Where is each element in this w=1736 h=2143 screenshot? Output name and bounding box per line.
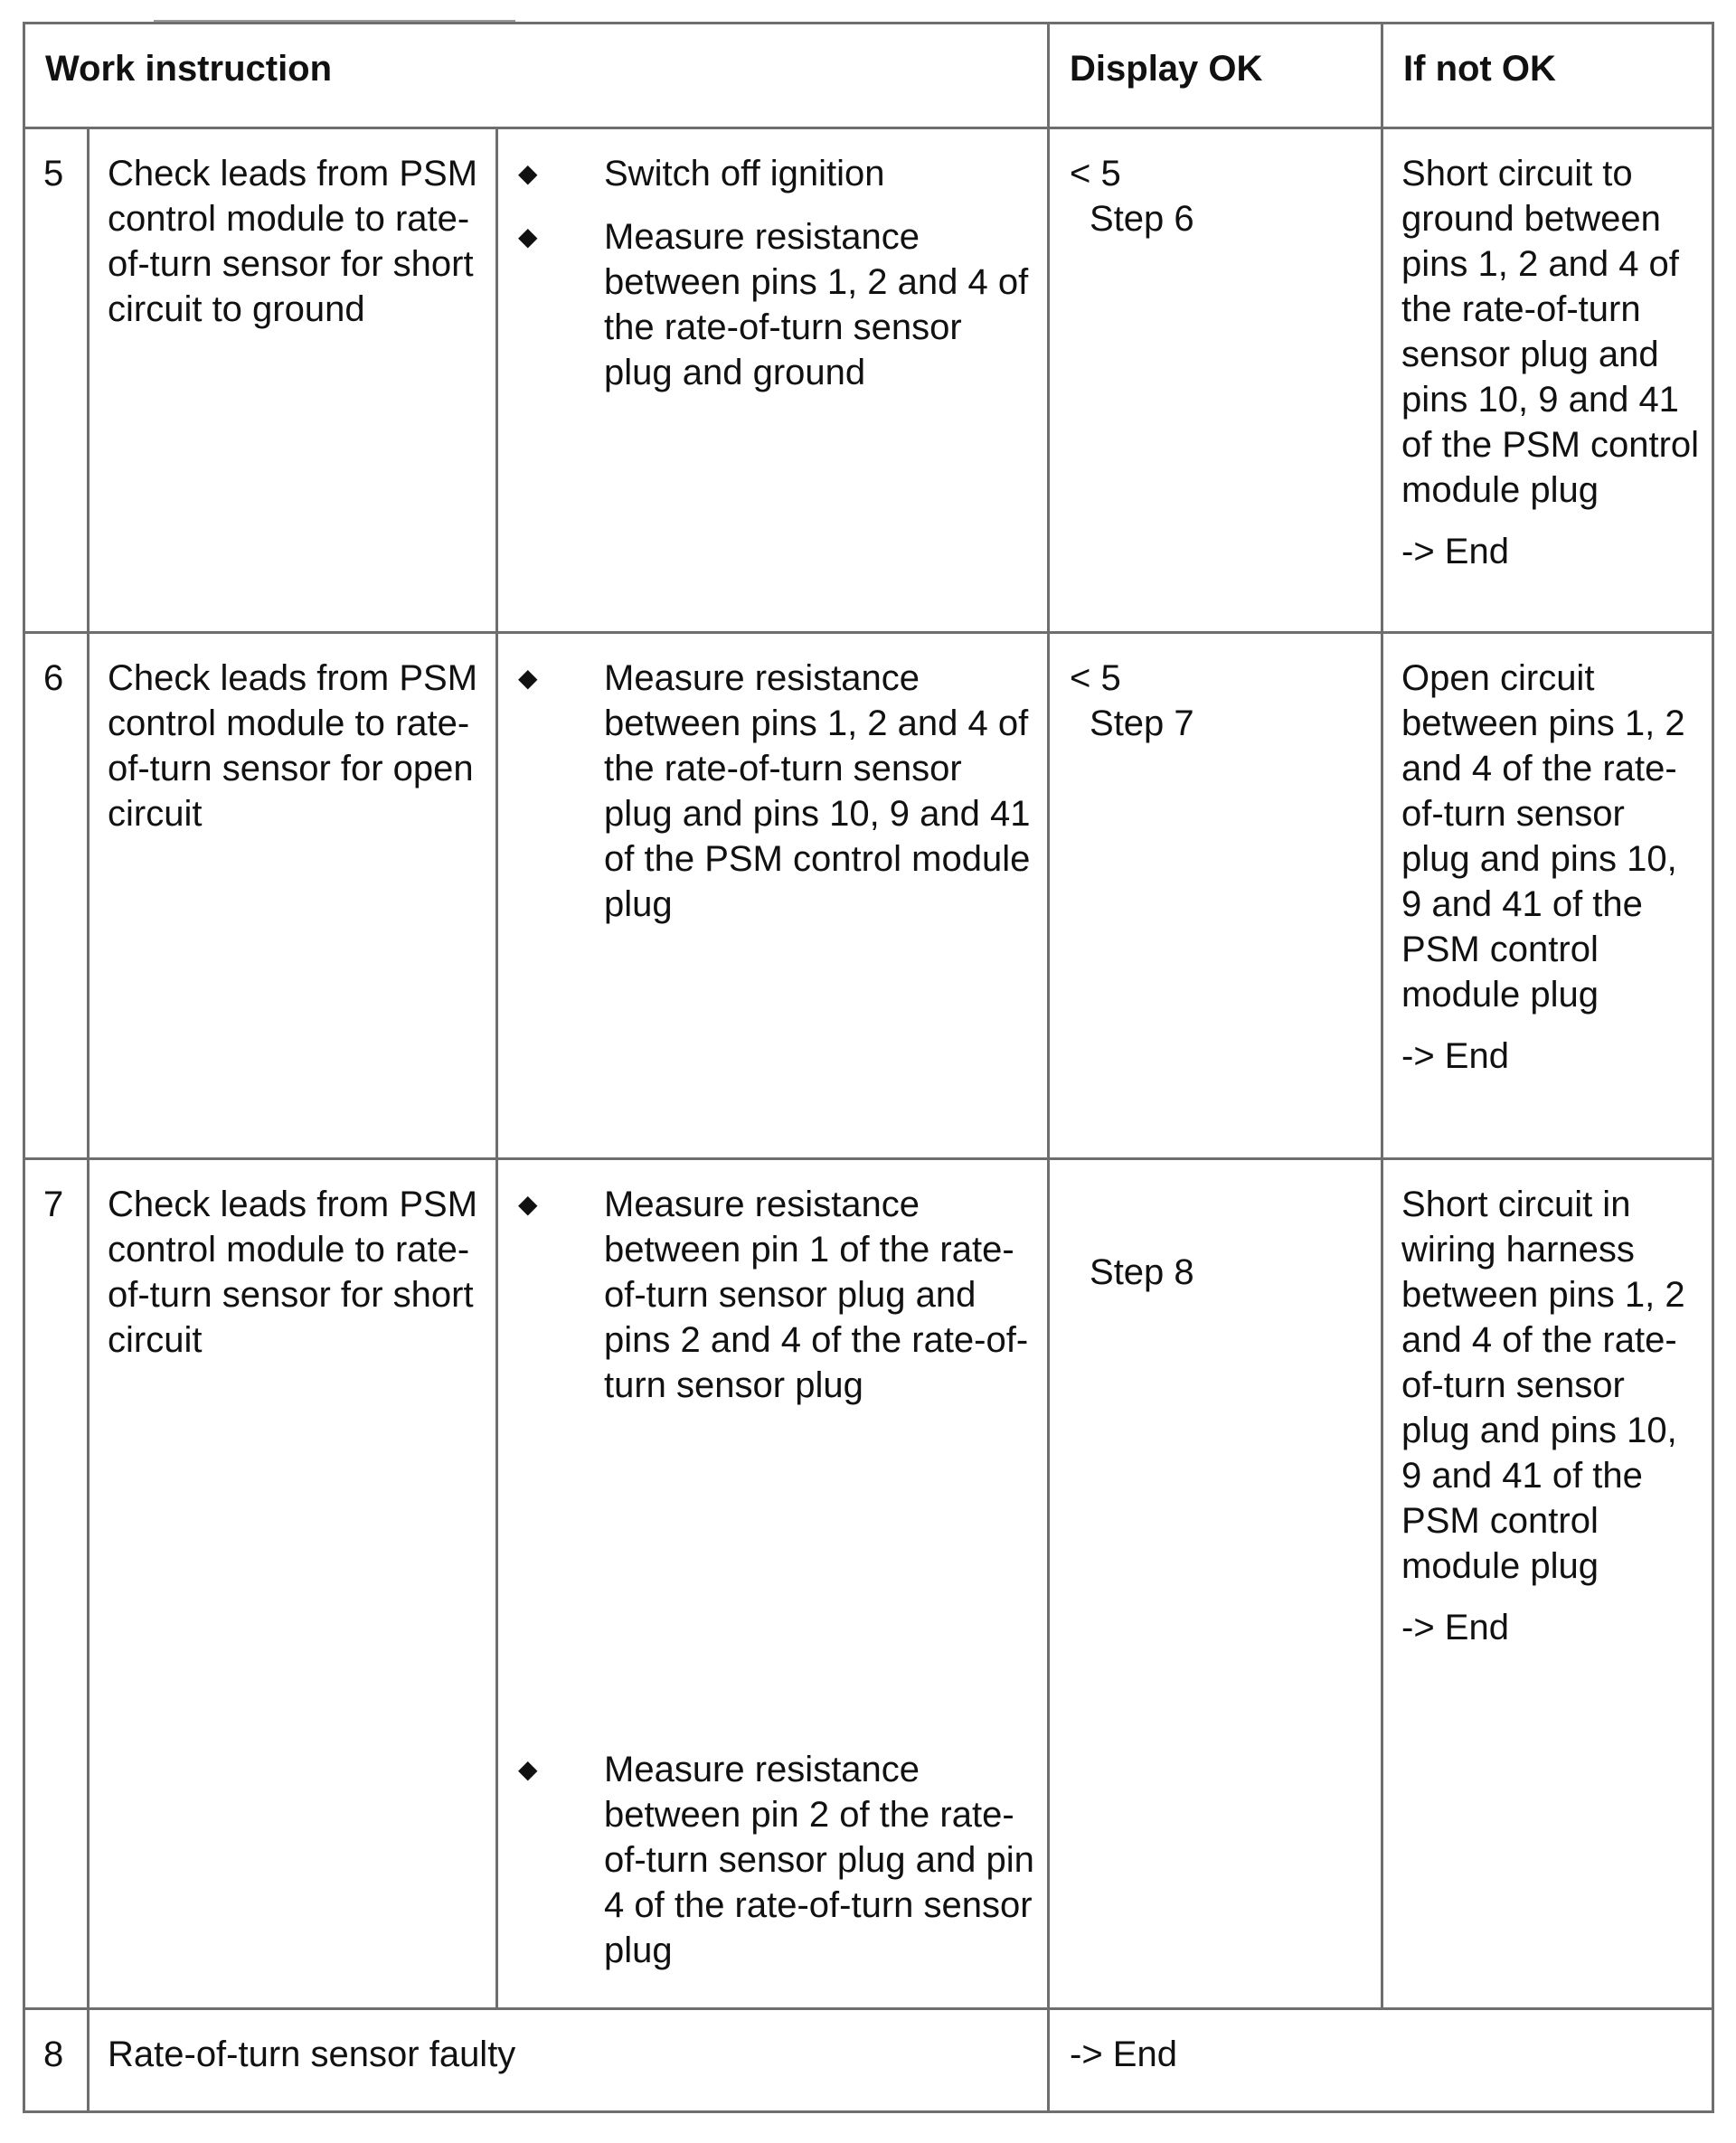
- step-instructions: [497, 1159, 1049, 2009]
- list-item: [518, 214, 1038, 395]
- if-not-ok-next: -> End: [1401, 1608, 1509, 1647]
- step-description: Check leads from PSM control module to rate-of-turn sensor for short circuit: [89, 1159, 497, 2009]
- header-if-not-ok: If not OK: [1382, 24, 1713, 128]
- step-number: 6: [24, 633, 89, 1159]
- bullet-icon: ◆: [518, 159, 538, 187]
- if-not-ok-text: Short circuit in wiring harness between pins 1, 2 and 4 of the rate-of-turn sensor plug and pins 10, 9 and 41 of the PSM control module plug: [1401, 1185, 1685, 1586]
- bullet-icon: ◆: [518, 664, 538, 692]
- list-item: [518, 1182, 1038, 1408]
- header-display-ok: Display OK: [1049, 24, 1382, 128]
- display-ok-value: < 5: [1070, 154, 1121, 194]
- display-ok-next: Step 6: [1090, 199, 1194, 239]
- if-not-ok-cell: [1382, 633, 1713, 1159]
- instruction-text: Switch off ignition: [604, 154, 885, 194]
- bullet-icon: ◆: [518, 222, 538, 250]
- instruction-text: Measure resistance between pin 2 of the rate-of-turn sensor plug and pin 4 of the rate-of-turn sensor plug: [604, 1750, 1034, 1970]
- instruction-text: Measure resistance between pins 1, 2 and 4 of the rate-of-turn sensor plug and ground: [604, 217, 1029, 392]
- if-not-ok-text: Open circuit between pins 1, 2 and 4 of the rate-of-turn sensor plug and pins 10, 9 and 41 of the PSM control module plug: [1401, 658, 1685, 1015]
- display-ok-next: Step 8: [1090, 1252, 1194, 1292]
- step-number: 5: [24, 128, 89, 633]
- step-instructions: [497, 128, 1049, 633]
- display-ok-value: < 5: [1070, 658, 1121, 698]
- work-instruction-table: [23, 22, 1714, 2113]
- if-not-ok-next: -> End: [1401, 1036, 1509, 1076]
- list-item: [518, 656, 1038, 927]
- display-ok-cell: [1049, 128, 1382, 633]
- step-description: Check leads from PSM control module to rate-of-turn sensor for short circuit to ground: [89, 128, 497, 633]
- step-description: Rate-of-turn sensor faulty: [89, 2009, 1049, 2112]
- if-not-ok-text: Short circuit to ground between pins 1, 2 and 4 of the rate-of-turn sensor plug and pins 10, 9 and 41 of the PSM control module plug: [1401, 154, 1700, 510]
- table-row: [24, 128, 1713, 633]
- step-instructions: [497, 633, 1049, 1159]
- header-work-instruction: Work instruction: [24, 24, 1049, 128]
- table-header-row: [24, 24, 1713, 128]
- display-ok-cell: [1049, 1159, 1382, 2009]
- table-row: [24, 2009, 1713, 2112]
- table-row: [24, 1159, 1713, 2009]
- table-row: [24, 633, 1713, 1159]
- display-ok-next: Step 7: [1090, 703, 1194, 743]
- list-item: [518, 1747, 1038, 1973]
- instruction-text: Measure resistance between pin 1 of the rate-of-turn sensor plug and pins 2 and 4 of the rate-of-turn sensor plug: [604, 1185, 1029, 1405]
- display-ok-cell: [1049, 633, 1382, 1159]
- bullet-icon: ◆: [518, 1755, 538, 1783]
- instruction-text: Measure resistance between pins 1, 2 and 4 of the rate-of-turn sensor plug and pins 10, 9 and 41 of the PSM control module plug: [604, 658, 1031, 924]
- step-number: 8: [24, 2009, 89, 2112]
- step-number: 7: [24, 1159, 89, 2009]
- if-not-ok-cell: [1382, 1159, 1713, 2009]
- if-not-ok-next: -> End: [1401, 532, 1509, 571]
- list-item: [518, 151, 1038, 196]
- display-ok-next: -> End: [1049, 2009, 1713, 2112]
- bullet-icon: ◆: [518, 1190, 538, 1218]
- step-description: Check leads from PSM control module to rate-of-turn sensor for open circuit: [89, 633, 497, 1159]
- if-not-ok-cell: [1382, 128, 1713, 633]
